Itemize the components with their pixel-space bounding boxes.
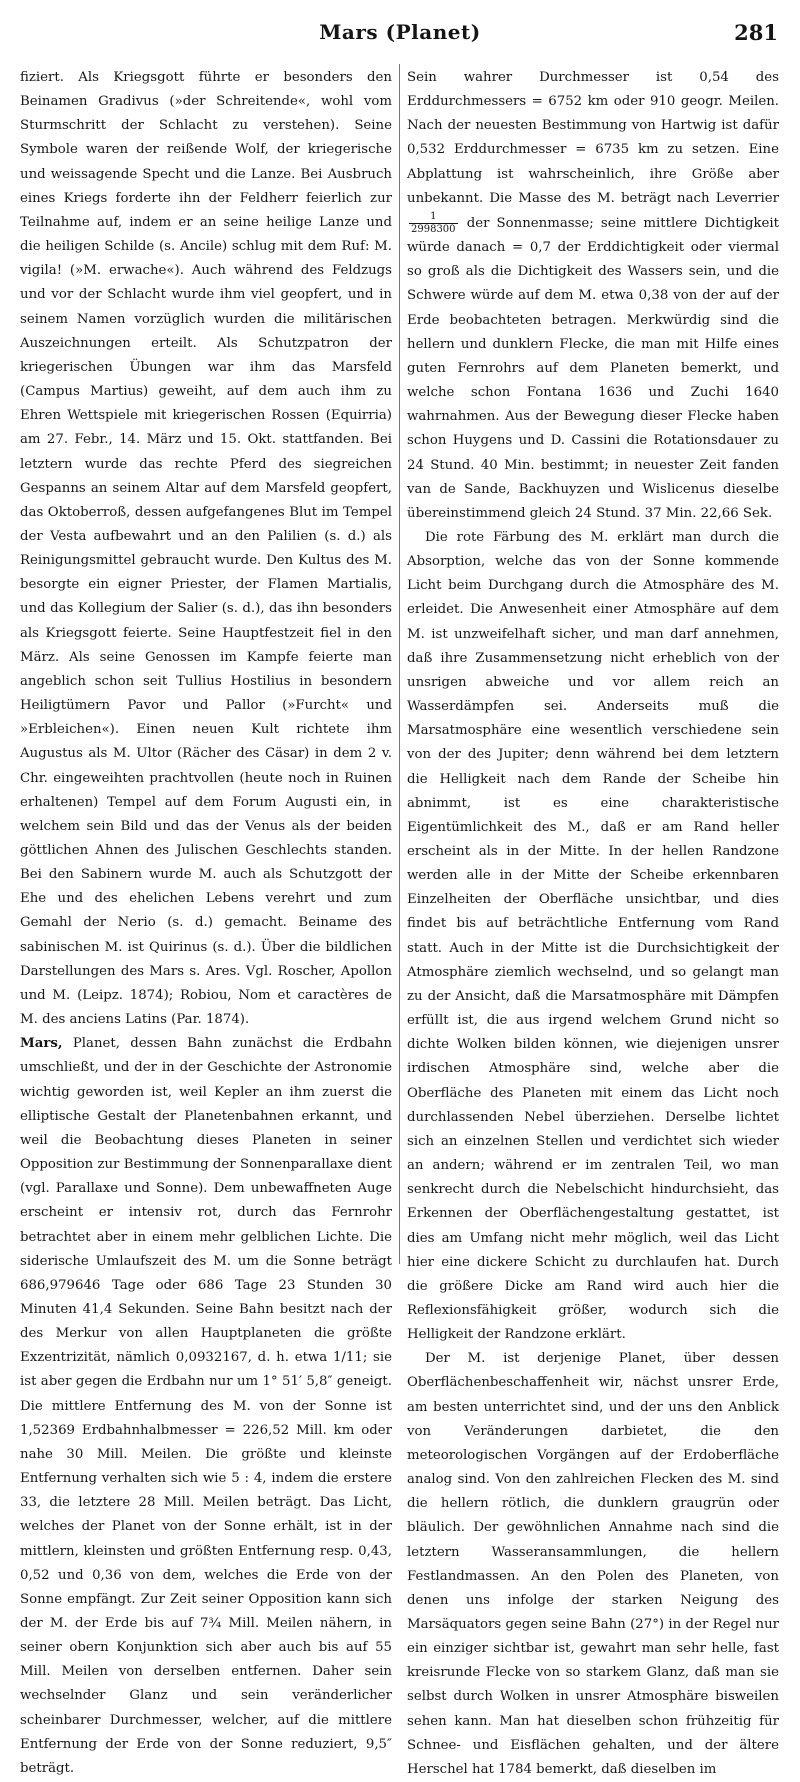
paragraph-diameter-mass bbox=[407, 66, 779, 526]
right-column bbox=[407, 66, 779, 1777]
paragraph-surface: Der M. ist derjenige Planet, über dessen Oberflächenbeschaffenheit wir, nächst unsrer Erde, am besten unterrichtet sind, und der uns den Anblick von Veränderungen darbietet, die den meteorologischen Vorgängen auf der Erdoberfläche analog sind. Von den zahlreichen Flecken des M. sind die hellern rötlich, die dunklern graugrün oder bläulich. Der gewöhnlichen Annahme nach sind die letztern Wasseransammlungen, die hellern Festlandmassen. An den Polen des Planeten, von denen uns infolge der starken Neigung des Marsäquators gegen seine Bahn (27°) in der Regel nur ein einziger sichtbar ist, gewahrt man sehr helle, fast kreisrunde Flecke von so starkem Glanz, daß man sie selbst durch Wolken in unsrer Atmosphäre bisweilen sehen kann. Man hat dieselben schon frühzeitig für Schnee- und Eisflächen gehalten, und der ältere Herschel hat 1784 bemerkt, daß dieselben im bbox=[407, 1351, 779, 1777]
fraction-denominator: 2998300 bbox=[411, 223, 456, 235]
entry-headword: Mars, bbox=[20, 1036, 63, 1052]
running-head: Mars (Planet) bbox=[319, 20, 481, 44]
paragraph-text-b: der Sonnenmasse; seine mittlere Dichtigkeit würde danach = 0,7 der Erddichtigkeit oder viermal so groß als die Dichtigkeit des Wassers sein, und die Schwere würde auf dem M. etwa 0,38 von der auf der Erde beobachteten betragen. Merkwürdig sind die hellern und dunklern Flecke, die man mit Hilfe eines guten Fernrohrs auf dem Planeten bemerkt, und welche schon Fontana 1636 und Zuchi 1640 wahrnahmen. Aus der Bewegung dieser Flecke haben schon Huygens und D. Cassini die Rotationsdauer zu 24 Stund. 40 Min. bestimmt; in neuester Zeit fanden van de Sande, Backhuyzen und Wislicenus dieselbe übereinstimmend gleich 24 Stund. 37 Min. 22,66 Sek. bbox=[407, 215, 779, 521]
paragraph-mars-god-continued: fiziert. Als Kriegsgott führte er besonders den Beinamen Gradivus (»der Schreitende«, wohl vom Sturmschritt der Schlacht zu verstehen). Seine Symbole waren der reißende Wolf, der kriegerische und weissagende Specht und die Lanze. Bei Ausbruch eines Kriegs forderte ihn der Feldherr feierlich zur Teilnahme auf, indem er an seine heilige Lanze und die heiligen Schilde (s. Ancile) schlug mit dem Ruf: M. vigila! (»M. erwache«). Auch während des Feldzugs und vor der Schlacht wurde ihm viel geopfert, und in seinem Namen vorzüglich wurden die militärischen Auszeichnungen erteilt. Als Schutzpatron der kriegerischen Übungen war ihm das Marsfeld (Campus Martius) geweiht, auf dem auch ihm zu Ehren Wettspiele mit kriegerischen Rossen (Equirria) am 27. Febr., 14. März und 15. Okt. stattfanden. Bei letztern wurde das rechte Pferd des siegreichen Gespanns an seinem Altar auf dem Marsfeld geopfert, das Oktoberroß, dessen aufgefangenes Blut im Tempel der Vesta aufbewahrt und an den Palilien (s. d.) als Reinigungsmittel gebraucht wurde. Den Kultus des M. besorgte ein eigner Priester, der Flamen Martialis, und das Kollegium der Salier (s. d.), das ihn besonders als Kriegsgott feierte. Seine Hauptfestzeit fiel in den März. Als seine Genossen im Kampfe feierte man angeblich schon seit Tullius Hostilius in besondern Heiligtümern Pavor und Pallor (»Furcht« und »Erbleichen«). Einen neuen Kult richtete ihm Augustus als M. Ultor (Rächer des Cäsar) in dem 2 v. Chr. eingeweihten prachtvollen (heute noch in Ruinen erhaltenen) Tempel auf dem Forum Augusti ein, in welchem sein Bild und das der Venus als der beiden göttlichen Ahnen des Julischen Geschlechts standen. Bei den Sabinern wurde M. auch als Schutzgott der Ehe und des ehelichen Lebens verehrt und zum Gemahl der Nerio (s. d.) gemacht. Beiname des sabinischen M. ist Quirinus (s. d.). Über die bildlichen Darstellungen des Mars s. Ares. Vgl. Roscher, Apollon und M. (Leipz. 1874); Robiou, Nom et caractères de M. des anciens Latins (Par. 1874). bbox=[20, 70, 392, 1028]
paragraph-mars-planet-intro bbox=[20, 1032, 392, 1781]
page-number: 281 bbox=[734, 20, 778, 45]
paragraph-atmosphere: Die rote Färbung des M. erklärt man durch die Absorption, welche das von der Sonne kommende Licht beim Durchgang durch die Atmosphäre des M. erleidet. Die Anwesenheit einer Atmosphäre auf dem M. ist unzweifelhaft sicher, und man darf annehmen, daß ihre Zusammensetzung nicht erheblich von der unsrigen abweiche und vor allem reich an Wasserdämpfen sei. Anderseits muß die Marsatmosphäre eine wesentlich verschiedene sein von der des Jupiter; denn während bei dem letztern die Helligkeit nach dem Rande der Scheibe hin abnimmt, ist es eine charakteristische Eigentümlichkeit des M., daß er am Rand heller erscheint als in der Mitte. In der hellen Randzone werden alle in der Mitte der Scheibe erkennbaren Einzelheiten der Oberfläche unsichtbar, und dies findet bis auf beträchtliche Entfernung vom Rand statt. Auch in der Mitte ist die Durchsichtigkeit der Atmosphäre ziemlich wechselnd, und so gelangt man zu der Ansicht, daß die Marsatmosphäre mit Dämpfen erfüllt ist, die aus irgend welchem Grund nicht so dichte Wolken bilden können, wie diejenigen unsrer irdischen Atmosphäre sind, welche aber die Oberfläche des Planeten mit einem das Licht noch durchlassenden Nebel überziehen. Derselbe lichtet sich an einzelnen Stellen und verdichtet sich wieder an andern; während er im zentralen Teil, wo man senkrecht durch die Nebelschicht hindurchsieht, das Erkennen der Oberflächengestaltung gestattet, ist dies am Umfang nicht mehr möglich, weil das Licht hier eine dickere Schicht zu durchlaufen hat. Durch die größere Dicke am Rand wird auch hier die Reflexionsfähigkeit größer, wodurch sich die Helligkeit der Randzone erklärt. bbox=[407, 529, 779, 1343]
entry-text: Planet, dessen Bahn zunächst die Erdbahn umschließt, und der in der Geschichte der Astronomie wichtig geworden ist, weil Kepler an ihm zuerst die elliptische Gestalt der Planetenbahnen erkannt, und weil die Beobachtung dieses Planeten in seiner Opposition zur Bestimmung der Sonnenparallaxe dient (vgl. Parallaxe und Sonne). Dem unbewaffneten Auge erscheint er intensiv rot, durch das Fernrohr betrachtet aber in einem mehr gelblichen Lichte. Die siderische Umlaufszeit des M. um die Sonne beträgt 686,979646 Tage oder 686 Tage 23 Stunden 30 Minuten 41,4 Sekunden. Seine Bahn besitzt nach der des Merkur von allen Hauptplaneten die größte Exzentrizität, nämlich 0,0932167, d. h. etwa 1/11; sie ist aber gegen die Erdbahn nur um 1° 51′ 5,8″ geneigt. Die mittlere Entfernung des M. von der Sonne ist 1,52369 Erdbahnhalbmesser = 226,52 Mill. km oder nahe 30 Mill. Meilen. Die größte und kleinste Entfernung verhalten sich wie 5 : 4, indem die erstere 33, die letztere 28 Mill. Meilen beträgt. Das Licht, welches der Planet von der Sonne erhält, ist in der mittlern, kleinsten und größten Entfernung resp. 0,43, 0,52 und 0,36 von dem, welches die Erde von der Sonne empfängt. Zur Zeit seiner Opposition kann sich der M. der Erde bis auf 7¾ Mill. Meilen nähern, in seiner obern Konjunktion sich aber auch bis auf 55 Mill. Meilen von derselben entfernen. Daher sein wechselnder Glanz und sein veränderlicher scheinbarer Durchmesser, welcher, auf die mittlere Entfernung der Erde von der Sonne reduziert, 9,5″ beträgt. bbox=[20, 1036, 392, 1776]
fraction-numerator: 1 bbox=[409, 211, 458, 224]
page-header bbox=[0, 0, 800, 60]
column-divider bbox=[399, 64, 400, 1264]
paragraph-text-a: Sein wahrer Durchmesser ist 0,54 des Erddurchmessers = 6752 km oder 910 geogr. Meilen. Nach der neuesten Bestimmung von Hartwig ist dafür 0,532 Erddurchmesser = 6735 km zu setzen. Eine Abplattung ist wahrscheinlich, ihre Größe aber unbekannt. Die Masse des M. beträgt nach Leverrier bbox=[407, 70, 779, 206]
left-column bbox=[20, 66, 392, 1776]
mass-fraction bbox=[409, 211, 458, 236]
